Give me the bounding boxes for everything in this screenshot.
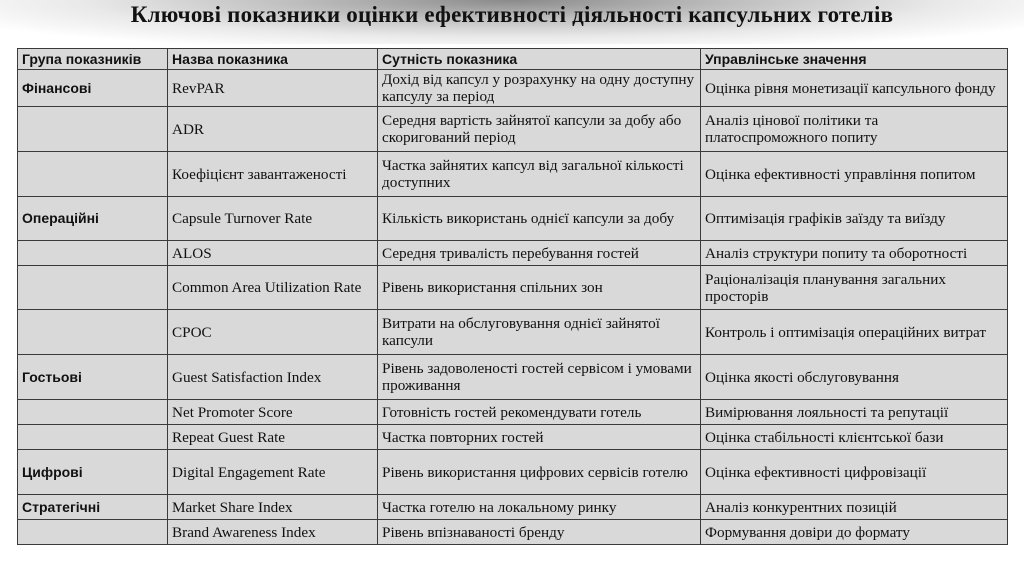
cell-value: Оцінка якості обслуговування bbox=[701, 355, 1008, 400]
cell-value: Вимірювання лояльності та репутації bbox=[701, 400, 1008, 425]
cell-essence: Частка зайнятих капсул від загальної кількості доступних bbox=[378, 152, 701, 197]
cell-essence: Частка повторних гостей bbox=[378, 425, 701, 450]
kpi-table bbox=[17, 48, 1008, 545]
cell-name: Digital Engagement Rate bbox=[168, 450, 378, 495]
cell-value: Аналіз структури попиту та оборотності bbox=[701, 241, 1008, 266]
cell-value: Оцінка ефективності цифровізації bbox=[701, 450, 1008, 495]
cell-group bbox=[18, 107, 168, 152]
cell-group bbox=[18, 310, 168, 355]
cell-essence: Середня вартість зайнятої капсули за добу або скоригований період bbox=[378, 107, 701, 152]
table-row bbox=[18, 355, 1008, 400]
header-essence: Сутність показника bbox=[378, 49, 701, 70]
cell-value: Оцінка рівня монетизації капсульного фонду bbox=[701, 70, 1008, 107]
cell-value: Аналіз конкурентних позицій bbox=[701, 495, 1008, 520]
table-header-row bbox=[18, 49, 1008, 70]
cell-value: Раціоналізація планування загальних просторів bbox=[701, 266, 1008, 310]
cell-group bbox=[18, 400, 168, 425]
cell-value: Аналіз цінової політики та платоспроможного попиту bbox=[701, 107, 1008, 152]
header-value: Управлінське значення bbox=[701, 49, 1008, 70]
cell-name: Guest Satisfaction Index bbox=[168, 355, 378, 400]
header-name: Назва показника bbox=[168, 49, 378, 70]
cell-group: Фінансові bbox=[18, 70, 168, 107]
cell-essence: Частка готелю на локальному ринку bbox=[378, 495, 701, 520]
cell-value: Оцінка стабільності клієнтської бази bbox=[701, 425, 1008, 450]
cell-name: Net Promoter Score bbox=[168, 400, 378, 425]
table-row bbox=[18, 70, 1008, 107]
cell-group bbox=[18, 425, 168, 450]
cell-name: Common Area Utilization Rate bbox=[168, 266, 378, 310]
cell-essence: Кількість використань однієї капсули за добу bbox=[378, 197, 701, 241]
cell-value: Формування довіри до формату bbox=[701, 520, 1008, 545]
cell-essence: Рівень використання спільних зон bbox=[378, 266, 701, 310]
cell-value: Оцінка ефективності управління попитом bbox=[701, 152, 1008, 197]
cell-group bbox=[18, 520, 168, 545]
cell-essence: Дохід від капсул у розрахунку на одну доступну капсулу за період bbox=[378, 70, 701, 107]
table-row bbox=[18, 450, 1008, 495]
cell-name: Коефіцієнт завантаженості bbox=[168, 152, 378, 197]
cell-name: RevPAR bbox=[168, 70, 378, 107]
cell-essence: Середня тривалість перебування гостей bbox=[378, 241, 701, 266]
cell-name: Brand Awareness Index bbox=[168, 520, 378, 545]
cell-essence: Рівень задоволеності гостей сервісом і умовами проживання bbox=[378, 355, 701, 400]
cell-name: Capsule Turnover Rate bbox=[168, 197, 378, 241]
table-row bbox=[18, 310, 1008, 355]
header-group: Група показників bbox=[18, 49, 168, 70]
table-row bbox=[18, 400, 1008, 425]
table-row bbox=[18, 107, 1008, 152]
cell-name: ADR bbox=[168, 107, 378, 152]
cell-name: CPOC bbox=[168, 310, 378, 355]
cell-group: Цифрові bbox=[18, 450, 168, 495]
cell-name: Repeat Guest Rate bbox=[168, 425, 378, 450]
table-row bbox=[18, 197, 1008, 241]
cell-essence: Витрати на обслуговування однієї зайнятої капсули bbox=[378, 310, 701, 355]
page-title: Ключові показники оцінки ефективності діяльності капсульних готелів bbox=[130, 2, 894, 27]
cell-essence: Рівень використання цифрових сервісів готелю bbox=[378, 450, 701, 495]
cell-group bbox=[18, 241, 168, 266]
cell-name: ALOS bbox=[168, 241, 378, 266]
cell-value: Оптимізація графіків заїзду та виїзду bbox=[701, 197, 1008, 241]
cell-group: Стратегічні bbox=[18, 495, 168, 520]
cell-group bbox=[18, 152, 168, 197]
cell-essence: Рівень впізнаваності бренду bbox=[378, 520, 701, 545]
table-row bbox=[18, 425, 1008, 450]
cell-value: Контроль і оптимізація операційних витрат bbox=[701, 310, 1008, 355]
table-row bbox=[18, 241, 1008, 266]
cell-essence: Готовність гостей рекомендувати готель bbox=[378, 400, 701, 425]
cell-group: Операційні bbox=[18, 197, 168, 241]
cell-group: Гостьові bbox=[18, 355, 168, 400]
cell-group bbox=[18, 266, 168, 310]
cell-name: Market Share Index bbox=[168, 495, 378, 520]
table-row bbox=[18, 495, 1008, 520]
table-row bbox=[18, 266, 1008, 310]
table-row bbox=[18, 152, 1008, 197]
table-row bbox=[18, 520, 1008, 545]
